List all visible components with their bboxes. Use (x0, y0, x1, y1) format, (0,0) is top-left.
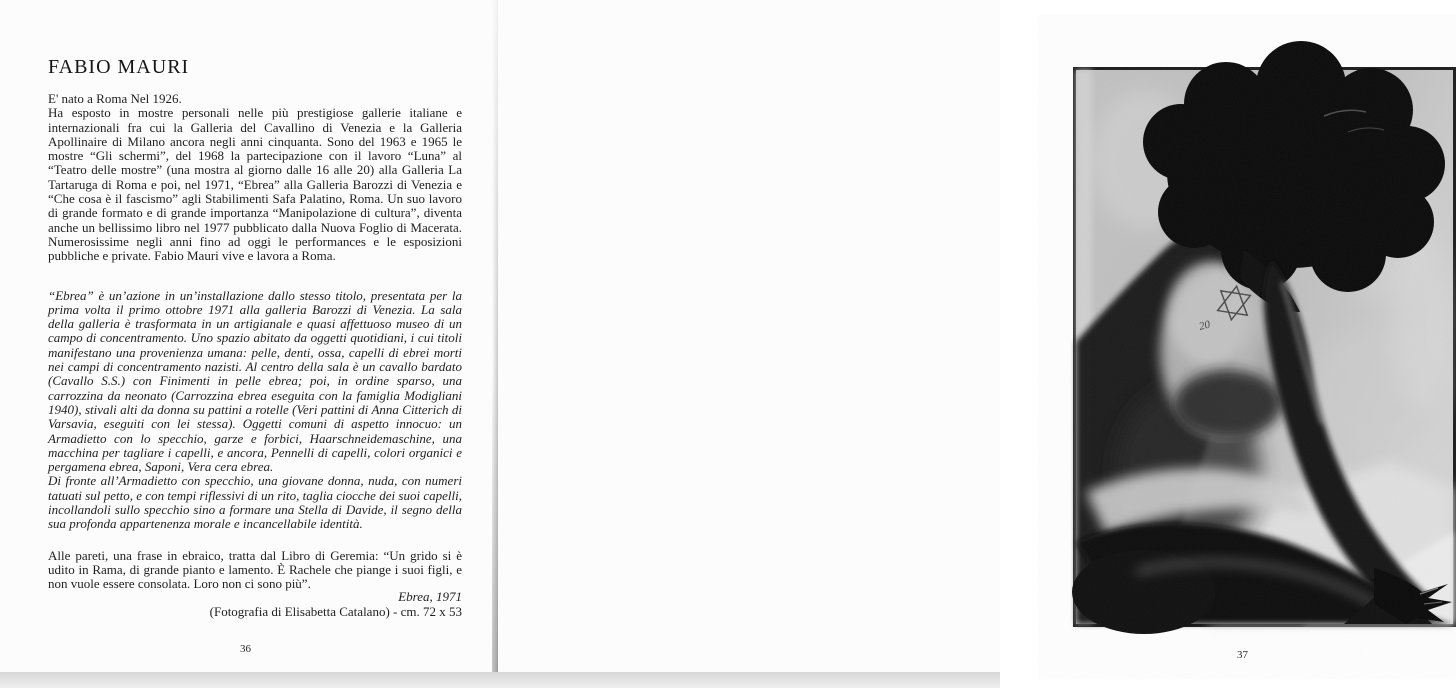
page-number-right: 37 (1237, 649, 1248, 661)
bio-body: Ha esposto in mostre personali nelle più prestigiose gallerie italiane e internazionali fra cui la Galleria del Cavallino di Venezia e la Galleria Apollinaire di Milano ancora negli anni cinquanta. Sono del 1963 e 1965 le mostre “Gli schermi”, del 1968 la partecipazione con il lavoro “Luna” al “Teatro delle mostre” (una mostra al giorno dalle 16 alle 20) alla Galleria La Tartaruga di Roma e poi, nel 1971, “Ebrea” alla Galleria Barozzi di Venezia e “Che cosa è il fascismo” agli Stabilimenti Safa Palatino, Roma. Un suo lavoro di grande formato e di grande importanza “Manipolazione di cultura”, diventa anche un bellissimo libro nel 1977 pubblicato dalla Nuova Foglio di Macerata. Numerosissime negli anni fino ad oggi le performances e le esposizioni pubbliche e private. Fabio Mauri vive e lavora a Roma. (48, 105, 462, 264)
bio-intro: E' nato a Roma Nel 1926. (48, 91, 182, 106)
page-number-left: 36 (240, 643, 251, 655)
caption-credit: (Fotografia di Elisabetta Catalano) - cm. 72 x 53 (209, 604, 462, 619)
artwork-caption (48, 589, 462, 619)
page-title: FABIO MAURI (48, 56, 190, 78)
artwork-photo (1073, 67, 1456, 627)
film-grain-overlay (1076, 70, 1453, 624)
work-description-1: “Ebrea” è un’azione in un’installazione dallo stesso titolo, presentata per la prima volta il primo ottobre 1971 alla galleria Barozzi di Venezia. La sala della galleria è trasformata in un artigianale e quasi affettuoso museo di un campo di concentramento. Uno spazio abitato da oggetti quotidiani, i cui titoli manifestano una provenienza umana: pelle, denti, ossa, capelli di ebrei morti nei campi di concentramento nazisti. Al centro della sala è un cavallo bardato (Cavallo S.S.) con Finimenti in pelle ebrea; poi, in ordine sparso, una carrozzina da neonato (Carrozzina ebrea eseguita con la famiglia Modigliani 1940), stivali alti da donna su pattini a rotelle (Veri pattini di Anna Citterich di Varsavia, eseguiti con lei stessa). Oggetti comuni di aspetto innocuo: un Armadietto con lo specchio, garze e forbici, Haarschneidemaschine, una macchina per tagliare i capelli, e ancora, Pennelli di capelli, colori organici e pergamena ebrea, Saponi, Vera cera ebrea. (48, 287, 462, 475)
work-description-2: Di fronte all’Armadietto con specchio, una giovane donna, nuda, con numeri tatuati sul petto, e con tempi riflessivi di un rito, taglia ciocche dei suoi capelli, incollandoli sullo specchio sino a formare una Stella di Davide, il segno della sua profonda appartenenza morale e incancellabile identità. (48, 473, 462, 532)
right-page (498, 0, 1248, 688)
left-page-text-column (48, 92, 462, 592)
caption-title: Ebrea, 1971 (398, 589, 462, 604)
wall-quote: Alle pareti, una frase in ebraico, tratta dal Libro di Geremia: “Un grido si è udito in Rama, di grande pianto e lamento. È Rachele che piange i suoi figli, e non vuole essere consolata. Loro non ci sono più”. (48, 547, 462, 592)
book-bottom-edge (0, 672, 1000, 688)
left-page (0, 0, 498, 688)
photo-canvas (1076, 70, 1453, 624)
